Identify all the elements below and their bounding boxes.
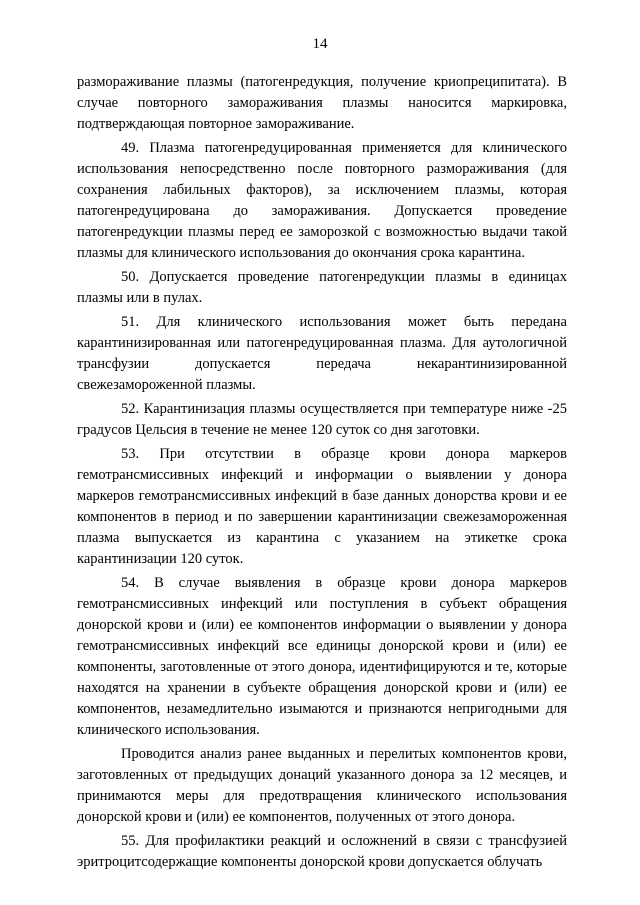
paragraph: Проводится анализ ранее выданных и перелитых компонентов крови, заготовленных от предыдущих донаций указанного донора за 12 месяцев, и принимаются меры для предотвращения клинического использования донорской крови и (или) ее компонентов, полученных от этого донора.: [77, 746, 567, 825]
page-number: 14: [312, 36, 328, 52]
document-body: [77, 72, 567, 876]
paragraph-item-54: 54. В случае выявления в образце крови донора маркеров гемотрансмиссивных инфекций или поступления в субъект обращения донорской крови и (или) ее компонентов информации о выявлении у донора гемотрансмиссивных инфекций все единицы донорской крови и (или) ее компоненты, заготовленные от этого донора, идентифицируются и те, которые находятся на хранении в субъекте обращения донорской крови и (или) ее компонентов, незамедлительно изымаются и признаются непригодными для клинического использования.: [77, 575, 567, 738]
paragraph-item-51: 51. Для клинического использования может быть передана карантинизированная или патогенредуцированная плазма. Для аутологичной трансфузии допускается передача некарантинизированной свежезамороженной плазмы.: [77, 314, 567, 393]
paragraph-item-53: 53. При отсутствии в образце крови донора маркеров гемотрансмиссивных инфекций и информации о выявлении у донора маркеров гемотрансмиссивных инфекций в базе данных донорства крови и ее компонентов в период и по завершении карантинизации свежезамороженная плазма выпускается из карантина с указанием на этикетке срока карантинизации 120 суток.: [77, 446, 567, 567]
paragraph: размораживание плазмы (патогенредукция, получение криопреципитата). В случае повторного замораживания плазмы наносится маркировка, подтверждающая повторное замораживание.: [77, 74, 567, 132]
paragraph-item-49: 49. Плазма патогенредуцированная применяется для клинического использования непосредственно после повторного размораживания (для сохранения лабильных факторов), за исключением плазмы, которая патогенредуцирована до замораживания. Допускается проведение патогенредукции плазмы перед ее заморозкой с возможностью выдачи такой плазмы для клинического использования до окончания срока карантина.: [77, 140, 567, 261]
paragraph-item-50: 50. Допускается проведение патогенредукции плазмы в единицах плазмы или в пулах.: [77, 269, 567, 306]
paragraph-item-55: 55. Для профилактики реакций и осложнений в связи с трансфузией эритроцитсодержащие компоненты донорской крови допускается облучать: [77, 833, 567, 870]
paragraph-item-52: 52. Карантинизация плазмы осуществляется при температуре ниже -25 градусов Цельсия в течение не менее 120 суток со дня заготовки.: [77, 401, 567, 438]
